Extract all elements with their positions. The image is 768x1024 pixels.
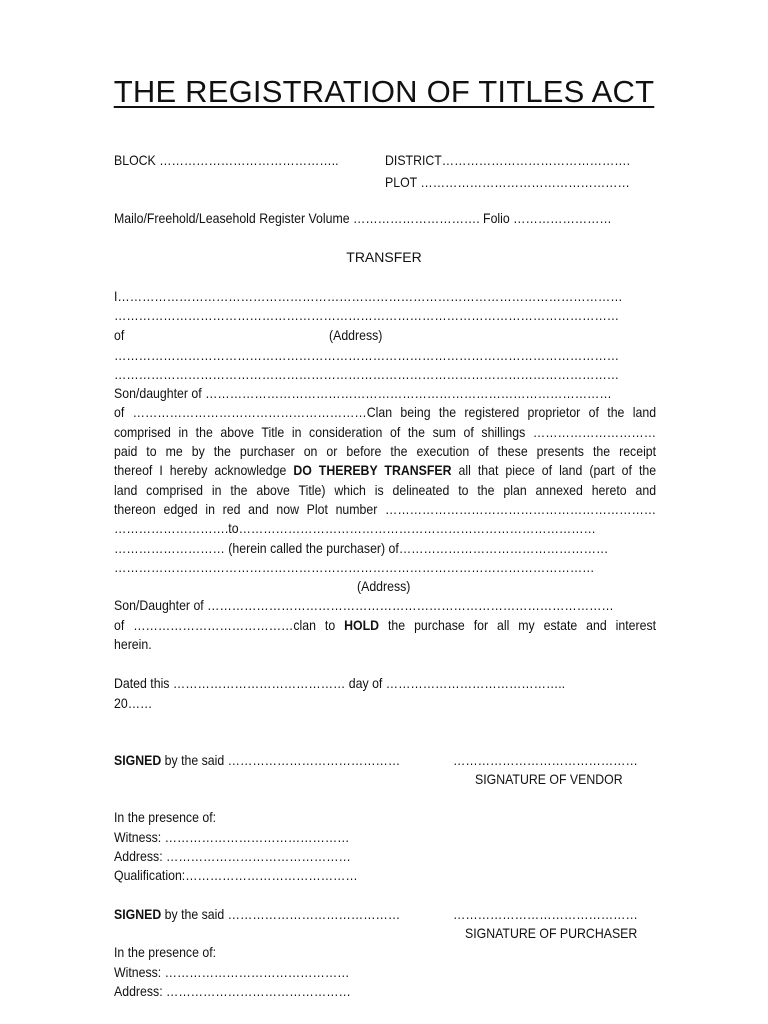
purchaser-son-daughter-line: Son/Daughter of ………………………………………………………………………………………	[114, 597, 614, 613]
purchaser-address-line: ………………………………………………………………………………………………………	[114, 559, 595, 575]
vendor-signature-label: SIGNATURE OF VENDOR	[475, 771, 623, 787]
clan-line: of …………………………………………………Clan being the registered proprietor of the land	[114, 404, 657, 420]
purchaser-signed-bold: SIGNED	[114, 906, 162, 922]
vendor-signed-rest: by the said ……………………………………	[161, 752, 401, 768]
district-field: DISTRICT……………………………………….	[385, 152, 631, 168]
hold-clause-bold: HOLD	[344, 617, 380, 633]
dated-line: Dated this …………………………………… day of ……………………………………..	[114, 675, 566, 691]
year-line: 20……	[114, 695, 153, 711]
vendor-signed-line	[114, 750, 400, 770]
vendor-address-field: Address: ………………………………………	[114, 848, 351, 864]
purchaser-presence-label: In the presence of:	[114, 944, 217, 960]
transferor-name-line-2: ……………………………………………………………………………………………………………	[114, 307, 620, 323]
title-text: THE REGISTRATION OF TITLES ACT	[113, 74, 655, 109]
hold-clause-c: the purchase for all my estate and interest	[379, 617, 657, 633]
purchaser-address-field: Address: ………………………………………	[114, 983, 351, 999]
plot-field: PLOT ……………………………………………	[385, 174, 630, 190]
purchaser-signature-label: SIGNATURE OF PURCHASER	[465, 925, 638, 941]
purchaser-signature-line: ………………………………………	[453, 906, 638, 922]
vendor-signature-line: ………………………………………	[453, 752, 638, 768]
purchaser-address-label: (Address)	[357, 578, 411, 594]
register-volume-field: Mailo/Freehold/Leasehold Register Volume …………………………. Folio ……………………	[114, 210, 612, 226]
transferor-name-line: I……………………………………………………………………………………………………………	[114, 288, 623, 304]
block-field: BLOCK ……………………………………..	[114, 152, 339, 168]
plot-number-line: thereon edged in red and now Plot number …………………………………………………………	[114, 501, 657, 517]
hold-clause-line	[114, 615, 656, 635]
address-label: (Address)	[329, 327, 383, 343]
vendor-witness-field: Witness: ………………………………………	[114, 829, 350, 845]
transfer-clause-c: all that piece of land (part of the	[451, 462, 657, 478]
son-daughter-line: Son/daughter of ………………………………………………………………………………………	[114, 385, 612, 401]
section-title: TRANSFER	[346, 249, 422, 265]
purchaser-signed-rest: by the said ……………………………………	[161, 906, 401, 922]
hold-clause-a: of …………………………………clan to	[114, 617, 345, 633]
vendor-presence-label: In the presence of:	[114, 809, 217, 825]
purchaser-witness-field: Witness: ………………………………………	[114, 964, 350, 980]
purchaser-line: ……………………… (herein called the purchaser) of……………………………………………	[114, 540, 609, 556]
to-line: ……………………….to……………………………………………………………………………	[114, 520, 596, 536]
transfer-clause-a: thereof I hereby acknowledge	[114, 462, 294, 478]
vendor-qualification-field: Qualification:……………………………………	[114, 867, 358, 883]
purchaser-signed-line	[114, 904, 400, 924]
land-line: land comprised in the above Title) which is delineated to the plan annexed hereto and	[114, 482, 657, 498]
address-line-1: ……………………………………………………………………………………………………………	[114, 347, 620, 363]
transfer-clause-line	[114, 460, 656, 480]
paid-line: paid to me by the purchaser on or before the execution of these presents the receipt	[114, 443, 657, 459]
document-title	[0, 74, 768, 110]
transfer-clause-bold: DO THEREBY TRANSFER	[293, 462, 452, 478]
address-line-2: ……………………………………………………………………………………………………………	[114, 366, 620, 382]
herein-line: herein.	[114, 636, 152, 652]
consideration-line: comprised in the above Title in consideration of the sum of shillings …………………………	[114, 424, 657, 440]
vendor-signed-bold: SIGNED	[114, 752, 162, 768]
of-label: of	[114, 327, 125, 343]
